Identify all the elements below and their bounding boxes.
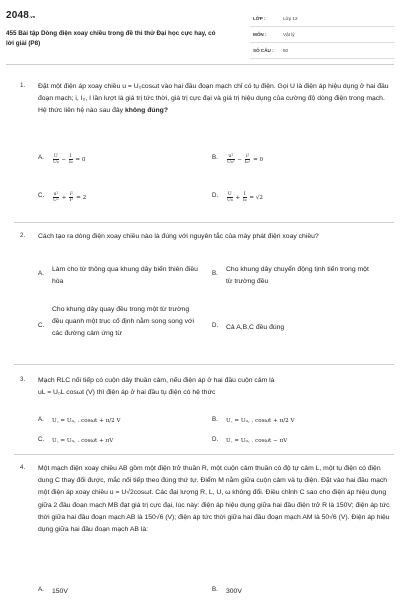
meta-class-label: LỚP : (253, 16, 266, 21)
question-emphasis: không đúng? (124, 107, 168, 115)
site-logo[interactable]: 2048.vn (6, 10, 36, 21)
option-text: Làm cho từ thông qua khung dây biến thiên điều hòa (52, 266, 198, 285)
option-formula: $\frac{U}{\text{U₀}}$ − $\frac{I}{\text{I₀}}$ = 0 (53, 154, 86, 165)
meta-subject-label: MÔN : (253, 32, 267, 37)
question-4: 4. Một mạch điện xoay chiều AB gồm một điện trở thuần R, một cuộn cảm thuần có độ tự cảm L, một tụ điện có điện dung C thay đổi được, mắc nối tiếp theo đúng thứ tự. Điểm M nằm giữa cuộn cảm và tụ điện. Đặt vào hai đầu mạch một điện áp xoay chiều u = U√2cosωt. Các đại lượng R, L, U, ω không đổi. Điều chỉnh C sao cho điện áp hiệu dụng giữa 2 đầu đoạn mạch MB đạt giá trị cực đại, lúc này: điện áp hiệu dụng giữa hai đầu điện trở R là 150V; điện áp tức thời giữa hai đầu đoạn mạch AB là 150√6 (V); điện áp tức thời giữa hai đầu đoạn mạch AM là 50√6 (V). Điện áp hiệu dụng giữa hai đầu đoạn mạch AB là: A. 150V B. 300V (22, 464, 394, 600)
meta-subject-value: Vật lý (283, 32, 295, 37)
option-formula: U꜀ = U₀꜀ . cosωt + πV (52, 438, 114, 444)
option-text: 150V (52, 588, 68, 595)
question-number: 4. (20, 464, 26, 471)
option-formula: $\frac{\text{u²}}{\text{U₀²}}$ − $\frac{\text{i²}}{\text{I₀²}}$ = 0 (227, 154, 264, 165)
meta-subject (250, 27, 395, 43)
document-meta (250, 11, 395, 59)
meta-count-value: 50 (283, 48, 289, 53)
question-divider (14, 364, 394, 365)
question-number: 1. (20, 82, 26, 89)
question-3: 3. Mạch RLC nối tiếp có cuộn dây thuần cảm, nếu điện áp ở hai đầu cuộn cảm là uL = U₀L cosωt (V) thì điện áp ở hai đầu tụ điện có hệ thức A. U꜀ = U₀꜀ . cosωt + π/2 V B. U꜀ = U₀꜀ . cosωt + π/2 V C. U꜀ = U₀꜀ . cosωt + πV D. U꜀ = U₀꜀ . cosωt − πV (22, 376, 394, 452)
question-divider (14, 222, 394, 223)
option-formula: U꜀ = U₀꜀ . cosωt − πV (226, 438, 288, 444)
option-formula: U꜀ = U₀꜀ . cosωt + π/2 V (226, 418, 295, 424)
option-formula: U꜀ = U₀꜀ . cosωt + π/2 V (52, 418, 121, 424)
question-text: Một mạch điện xoay chiều AB gồm một điện trở thuần R, một cuộn cảm thuần có độ tự cảm L, một tụ điện có điện dung C thay đổi được, mắc nối tiếp theo đúng thứ tự. Điểm M nằm giữa cuộn cảm và tụ điện. Đặt vào hai đầu mạch một điện áp xoay chiều u = U√2cosωt. Các đại lượng R, L, U, ω không đổi. Điều chỉnh C sao cho điện áp hiệu dụng giữa 2 đầu đoạn mạch MB đạt giá trị cực đại, lúc này: điện áp hiệu dụng giữa hai đầu điện trở R là 150V; điện áp tức thời giữa hai đầu đoạn mạch AB là 150√6 (V); điện áp tức thời giữa hai đầu đoạn mạch AM là 50√6 (V). Điện áp hiệu dụng giữa hai đầu đoạn mạch AB là: (38, 465, 390, 534)
meta-count (250, 43, 395, 59)
option-formula: $\frac{U}{\text{U₀}}$ + $\frac{I}{\text{I₀}}$ = √2 (227, 192, 263, 203)
option-text: Cho khung dây chuyển động tịnh tiến trong một từ trường đều (226, 266, 369, 285)
meta-class-value: Lớp 12 (283, 16, 298, 21)
question-number: 3. (20, 376, 26, 383)
meta-class (250, 11, 395, 27)
document-header (0, 0, 400, 62)
question-divider (14, 454, 394, 455)
document-title: 455 Bài tập Dòng điện xoay chiều trong đề thi thử Đại học cực hay, có lời giải (P8) (6, 30, 216, 47)
option-text: Cho khung dây quay đều trong một từ trường đều quanh một trục cố định nằm song song với các đường cảm ứng từ (52, 306, 194, 337)
question-text: Đặt một điện áp xoay chiều u = U₀cosωt vào hai đầu đoạn mạch chỉ có tụ điện. Gọi U là điện áp hiệu dụng ở hai đầu đoạn mạch; i, I₀, I lần lượt là giá trị tức thời, giá trị cực đại và giá trị hiệu dụng của cường độ dòng điện trong mạch. Hệ thức liên hệ nào sau đây không đúng? (38, 83, 389, 115)
question-2: 2. Cách tạo ra dòng điện xoay chiều nào là đúng với nguyên tắc của máy phát điện xoay chiều? A. Làm cho từ thông qua khung dây biến thiên điều hòa B. Cho khung dây chuyển động tịnh tiến trong một từ trường đều C. Cho khung dây quay đều trong một từ trường đều quanh một trục cố định nằm song song với các đường cảm ứng từ D. Cả A,B,C đều đúng (22, 232, 394, 362)
meta-count-label: SỐ CÂU : (253, 48, 274, 53)
question-text: Cách tạo ra dòng điện xoay chiều nào là đúng với nguyên tắc của máy phát điện xoay chiều? (38, 233, 319, 240)
question-number: 2. (20, 232, 26, 239)
option-formula: $\frac{\text{u²}}{\text{U²}}$ + $\frac{\text{i²}}{\text{I²}}$ = 2 (53, 192, 87, 203)
option-text: Cả A,B,C đều đúng (226, 324, 285, 331)
option-text: 300V (226, 588, 242, 595)
question-text: Mạch RLC nối tiếp có cuộn dây thuần cảm, nếu điện áp ở hai đầu cuộn cảm là uL = U₀L cosωt (V) thì điện áp ở hai đầu tụ điện có hệ thức (38, 377, 275, 397)
header-divider (6, 64, 394, 65)
question-1: 1. Đặt một điện áp xoay chiều u = U₀cosωt vào hai đầu đoạn mạch chỉ có tụ điện. Gọi U là điện áp hiệu dụng ở hai đầu đoạn mạch; i, I₀, I lần lượt là giá trị tức thời, giá trị cực đại và giá trị hiệu dụng của cường độ dòng điện trong mạch. Hệ thức liên hệ nào sau đây không đúng? A. $\frac{U}{\text{U₀}}$ − $\frac{I}{\text{I₀}}$ = 0 B. $\frac{\text{u²}}{\text{U₀²}}$ − $\frac{\text{i²}}{\text{I₀²}}$ = 0 C. $\frac{\text{u²}}{\text{U²}}$ + $\frac{\text{i²}}{\text{I²}}$ = 2 D. $\frac{U}{\text{U₀}}$ + $\frac{I}{\text{I₀}}$ = √2 (22, 82, 394, 222)
